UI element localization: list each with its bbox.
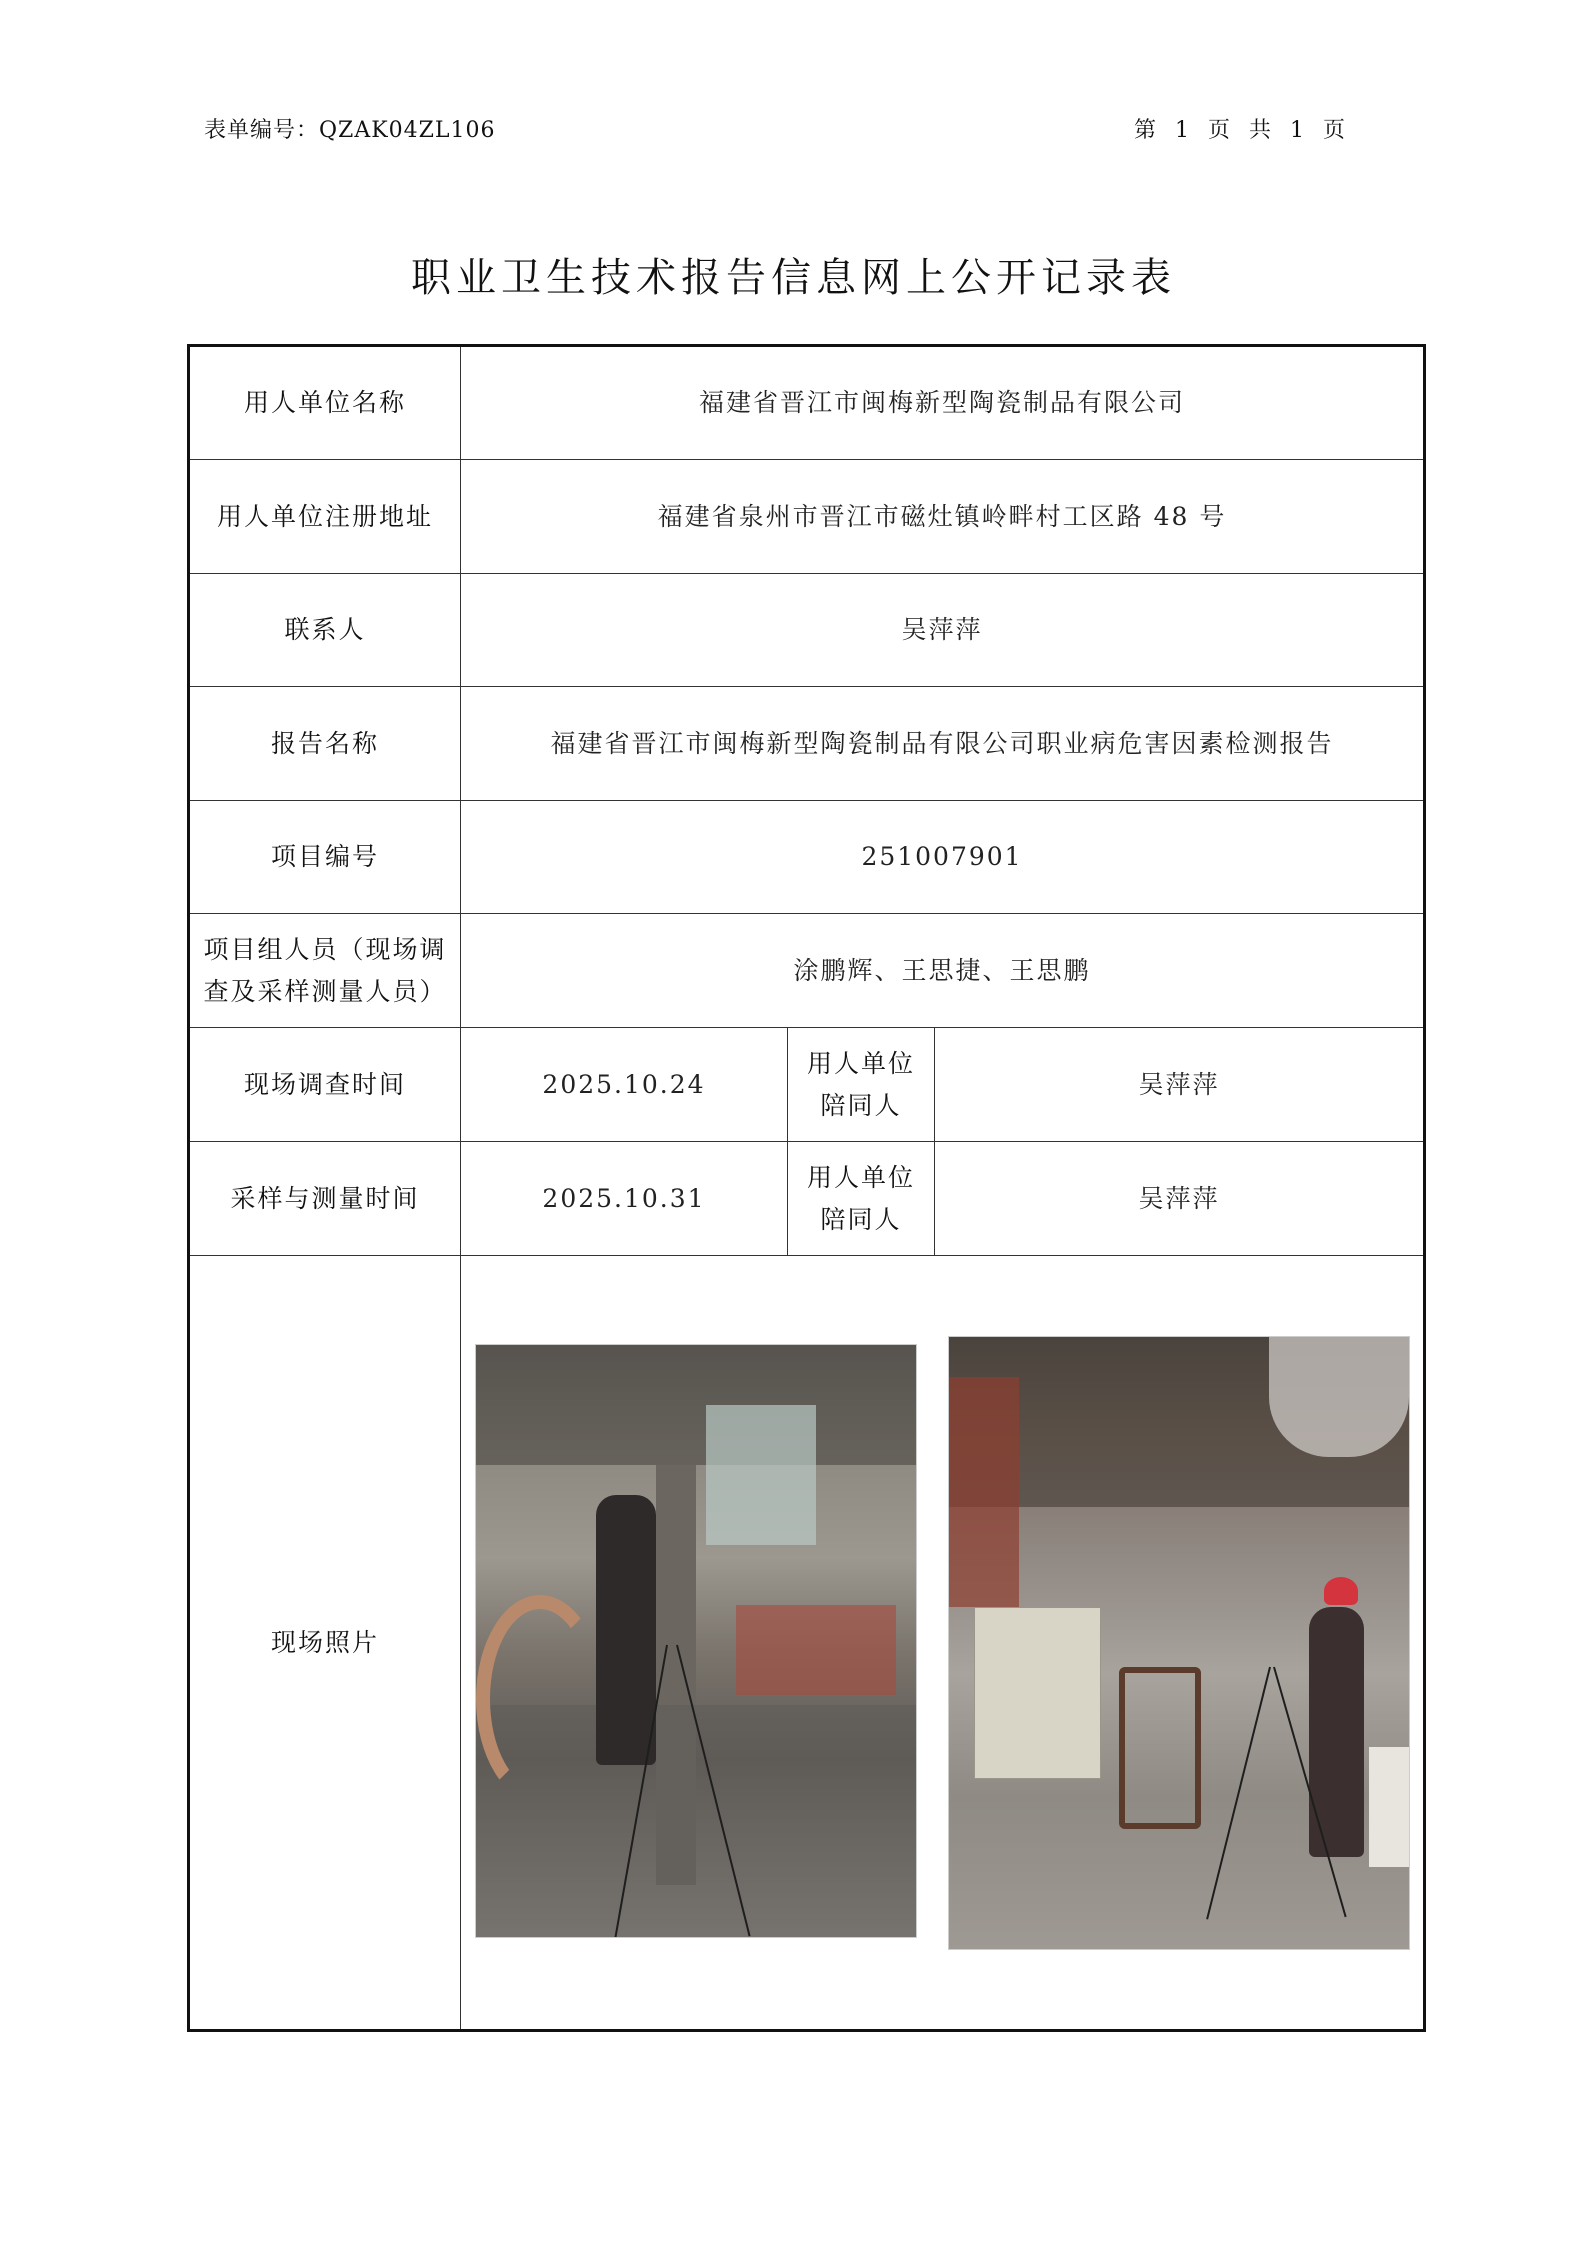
survey-escort-label-line1: 用人单位 [806, 1048, 915, 1078]
team-label [189, 914, 461, 1028]
unit-name-label: 用人单位名称 [189, 346, 461, 460]
team-label-line2: 查及采样测量人员） [203, 976, 447, 1006]
survey-escort-value: 吴萍萍 [935, 1028, 1425, 1142]
survey-escort-label [788, 1028, 935, 1142]
unit-address-value: 福建省泉州市晋江市磁灶镇岭畔村工区路 48 号 [461, 460, 1425, 574]
contact-label: 联系人 [189, 574, 461, 687]
sampling-escort-label-line1: 用人单位 [806, 1162, 915, 1192]
row-photos [189, 1256, 1425, 2031]
unit-address-label: 用人单位注册地址 [189, 460, 461, 574]
form-number: 表单编号：QZAK04ZL106 [204, 118, 496, 143]
row-contact [189, 574, 1425, 687]
team-label-line1: 项目组人员（现场调 [203, 934, 447, 964]
project-no-value: 251007901 [461, 801, 1425, 914]
report-name-value: 福建省晋江市闽梅新型陶瓷制品有限公司职业病危害因素检测报告 [461, 687, 1425, 801]
sampling-escort-value: 吴萍萍 [935, 1142, 1425, 1256]
page-info: 第 1 页 共 1 页 [1134, 118, 1351, 143]
row-unit-name [189, 346, 1425, 460]
row-unit-address [189, 460, 1425, 574]
sampling-escort-label [788, 1142, 935, 1256]
survey-date: 2025.10.24 [461, 1028, 788, 1142]
project-no-label: 项目编号 [189, 801, 461, 914]
row-survey [189, 1028, 1425, 1142]
team-value: 涂鹏辉、王思捷、王思鹏 [461, 914, 1425, 1028]
survey-time-label: 现场调查时间 [189, 1028, 461, 1142]
photos-label: 现场照片 [189, 1256, 461, 2031]
photos-container [461, 1256, 1423, 2029]
report-name-label: 报告名称 [189, 687, 461, 801]
site-photo-2 [948, 1336, 1410, 1950]
record-table [187, 344, 1426, 2032]
document-title: 职业卫生技术报告信息网上公开记录表 [411, 255, 1176, 301]
sampling-date: 2025.10.31 [461, 1142, 788, 1256]
contact-value: 吴萍萍 [461, 574, 1425, 687]
survey-escort-label-line2: 陪同人 [820, 1090, 902, 1120]
row-report-name [189, 687, 1425, 801]
row-sampling [189, 1142, 1425, 1256]
photos-cell [461, 1256, 1425, 2031]
site-photo-1 [475, 1344, 917, 1938]
row-team [189, 914, 1425, 1028]
row-project-no [189, 801, 1425, 914]
sampling-time-label: 采样与测量时间 [189, 1142, 461, 1256]
unit-name-value: 福建省晋江市闽梅新型陶瓷制品有限公司 [461, 346, 1425, 460]
sampling-escort-label-line2: 陪同人 [820, 1204, 902, 1234]
